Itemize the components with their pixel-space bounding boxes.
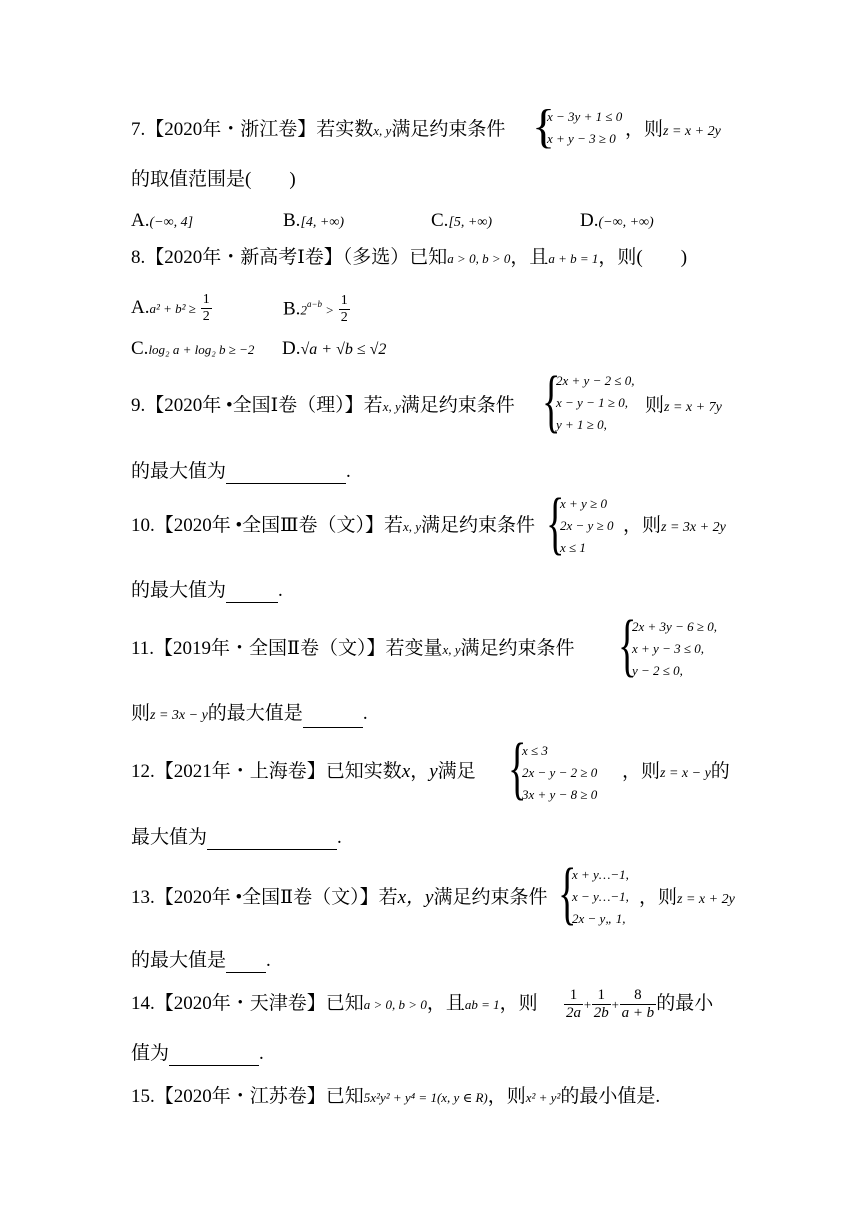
constraint-2: x + y − 3 ≤ 0, [632, 641, 704, 656]
constraint-2: x − y − 1 ≥ 0, [556, 395, 628, 410]
question-text: 满足 [437, 761, 476, 782]
question-note: （多选） [342, 247, 410, 268]
constraint-3: 3x + y − 8 ≥ 0 [522, 787, 598, 802]
option-a: (−∞, 4] [149, 215, 194, 230]
objective-function: x² + y² [525, 1090, 561, 1105]
q15-line1 [131, 1085, 660, 1110]
fraction-2 [592, 987, 611, 1022]
objective-function: z = x + 2y [677, 892, 735, 907]
period: . [266, 950, 271, 971]
option-d: (−∞, +∞) [598, 215, 654, 230]
question-source: 【2020年 •全国Ⅲ卷（文）】 [154, 515, 384, 536]
question-source: 【2020年・江苏卷】 [154, 1086, 326, 1107]
constraint-1: x − 3y + 1 ≤ 0 [547, 109, 623, 124]
denominator: 2 [202, 309, 210, 324]
option-a: a² + b² ≥ [149, 300, 196, 316]
question-text: 若 [363, 395, 383, 416]
question-text: 已知实数 [325, 761, 402, 782]
question-number: 11. [131, 638, 155, 659]
question-text: 若实数 [316, 119, 374, 140]
constraint-2: 2x − y ≥ 0 [560, 518, 614, 533]
q13-line2 [131, 949, 271, 973]
question-number: 10. [131, 515, 155, 536]
math-vars: x, y [382, 399, 401, 414]
question-text: 若变量 [385, 638, 443, 659]
question-text: 的 [710, 761, 730, 782]
math-vars: x, y [373, 123, 392, 138]
separator: ， [410, 761, 430, 782]
q7-constraints [547, 106, 622, 150]
question-text: 则 [131, 703, 151, 724]
question-text: 已知 [325, 1086, 364, 1107]
q10-constraints [560, 493, 613, 559]
question-text: 满足约束条件 [433, 887, 548, 908]
objective-function: z = 3x − y [150, 708, 208, 723]
question-text: ，则 [487, 1086, 526, 1107]
constraint-3: y − 2 ≤ 0, [632, 663, 683, 678]
option-label: D. [282, 338, 301, 359]
option-label: B. [283, 210, 301, 231]
question-text: ，则( ) [598, 247, 688, 268]
question-text: ，则 [499, 993, 538, 1014]
q12-line1b [622, 760, 730, 786]
constraint-1: x + y…−1, [572, 867, 629, 882]
q12-brace: { [508, 730, 527, 807]
denominator: a + b [621, 1005, 655, 1022]
question-text: 若 [383, 515, 403, 536]
question-text: ，则 [622, 761, 661, 782]
q13-constraints [572, 864, 629, 930]
q10-line1 [131, 514, 535, 539]
option-label: C. [131, 338, 149, 359]
option-c: log₂ a + log₂ b ≥ −2 [148, 342, 255, 357]
q14-line1 [131, 992, 538, 1017]
numerator: 8 [634, 987, 642, 1004]
q13-brace: { [558, 855, 577, 932]
q13-line1 [131, 886, 547, 910]
question-source: 【2020年・天津卷】 [154, 993, 326, 1014]
q7-option-c [431, 209, 492, 235]
question-text: ，则 [623, 515, 662, 536]
question-text: 满足约束条件 [460, 638, 575, 659]
option-label: B. [283, 298, 301, 320]
q9-line1 [131, 394, 515, 419]
question-text: 的最大值为 [131, 461, 227, 482]
math-cond: a > 0, b > 0 [363, 997, 427, 1012]
option-c: [5, +∞) [448, 215, 492, 230]
option-d: √a + √b ≤ √2 [300, 341, 387, 358]
answer-blank[interactable] [226, 463, 346, 484]
q12-constraints [522, 740, 597, 806]
answer-blank[interactable] [169, 1045, 259, 1066]
denominator: 2b [593, 1005, 609, 1022]
question-text: 满足约束条件 [421, 515, 536, 536]
question-number: 8. [131, 247, 146, 268]
plus-sign: + [610, 997, 620, 1012]
q11-line2 [131, 702, 368, 728]
constraint-1: x ≤ 3 [522, 743, 548, 758]
question-text: 的最大值为 [131, 580, 227, 601]
q8-line1 [131, 246, 687, 271]
question-text: 的最小值是. [560, 1086, 661, 1107]
question-number: 13. [131, 887, 155, 908]
question-text: ，则 [639, 887, 678, 908]
answer-blank[interactable] [226, 952, 266, 973]
math-cond: a > 0, b > 0 [447, 251, 511, 266]
question-text: 最大值为 [131, 827, 208, 848]
question-text: 已知 [409, 247, 448, 268]
q9-constraints [556, 370, 634, 436]
objective-function: z = 3x + 2y [661, 520, 726, 535]
fraction-1 [564, 987, 583, 1022]
q10-line1b [623, 514, 726, 540]
period: . [362, 703, 368, 724]
q10-brace: { [546, 485, 565, 562]
objective-function: z = x + 7y [664, 400, 722, 415]
q9-line2 [131, 460, 351, 484]
period: . [278, 580, 283, 601]
q12-line1 [131, 760, 476, 784]
question-source: 【2021年・上海卷】 [154, 761, 326, 782]
question-text: 的最大值是 [207, 703, 303, 724]
q10-line2 [131, 579, 283, 603]
numerator: 1 [340, 293, 348, 309]
option-label: A. [131, 296, 150, 318]
question-number: 15. [131, 1086, 155, 1107]
option-label: D. [580, 210, 599, 231]
period: . [337, 827, 342, 848]
question-source: 【2020年・浙江卷】 [145, 119, 317, 140]
q9-brace: { [542, 363, 561, 440]
math-cond: a + b = 1 [548, 251, 599, 266]
question-text: 则 [645, 395, 665, 416]
question-number: 7. [131, 119, 146, 140]
question-source: 【2019年・全国Ⅱ卷（文）】 [154, 638, 386, 659]
question-text: 的最小 [656, 993, 714, 1014]
question-text: 已知 [325, 993, 364, 1014]
math-vars: x, y [442, 642, 461, 657]
option-b: 2 [300, 302, 307, 318]
constraint-2: x − y…−1, [572, 889, 629, 904]
q7-line1 [131, 118, 505, 143]
q11-constraints [632, 616, 717, 682]
exponent: a−b [306, 299, 323, 309]
denominator: 2 [340, 310, 348, 326]
numerator: 1 [597, 987, 606, 1004]
question-text: ，且 [426, 993, 465, 1014]
q7-brace: { [532, 100, 556, 153]
constraint-3: 2x − y„ 1, [572, 911, 626, 926]
question-text: 满足约束条件 [400, 395, 515, 416]
answer-blank[interactable] [207, 829, 337, 850]
question-source: 【2020年・新高考Ⅰ卷】 [145, 247, 343, 268]
q11-brace: { [618, 607, 637, 684]
math-vars: x, y [403, 519, 422, 534]
var-y: y [429, 761, 438, 782]
constraint-3: x ≤ 1 [560, 540, 586, 555]
plus-sign: + [583, 997, 592, 1012]
numerator: 1 [569, 987, 578, 1004]
equation: 5x²y² + y⁴ = 1(x, y ∈ R) [363, 1090, 488, 1105]
period: . [259, 1043, 264, 1064]
objective-function: z = x − y [660, 766, 711, 781]
math-vars: x，y [397, 887, 434, 908]
question-number: 14. [131, 993, 155, 1014]
q7-option-b [283, 209, 344, 235]
objective-function: z = x + 2y [663, 124, 721, 139]
fraction [339, 293, 350, 326]
q8-option-c [131, 337, 254, 362]
question-text: 满足约束条件 [391, 119, 506, 140]
question-source: 【2020年 •全国Ⅱ卷（文）】 [154, 887, 379, 908]
constraint-1: 2x + 3y − 6 ≥ 0, [632, 619, 717, 634]
question-text: ，则 [625, 119, 664, 140]
question-text: 的最大值是 [131, 950, 227, 971]
answer-blank[interactable] [303, 707, 363, 728]
constraint-2: 2x − y − 2 ≥ 0 [522, 765, 598, 780]
constraint-1: x + y ≥ 0 [560, 496, 607, 511]
q8-option-b [283, 292, 350, 326]
q7-options [131, 209, 193, 235]
q12-line2 [131, 826, 342, 850]
option-label: C. [431, 210, 449, 231]
q14-line2 [131, 1042, 264, 1066]
fraction [201, 292, 212, 325]
q9-line1b [645, 394, 722, 420]
question-text: 若 [378, 887, 398, 908]
q8-option-d [282, 337, 386, 362]
q8-option-a [131, 292, 212, 325]
q14-expression [564, 984, 713, 1025]
question-source: 【2020年 •全国Ⅰ卷（理）】 [145, 395, 364, 416]
question-number: 12. [131, 761, 155, 782]
option-b-rel: > [322, 302, 335, 318]
question-text: 值为 [131, 1043, 170, 1064]
q11-line1 [131, 637, 575, 662]
denominator: 2a [566, 1005, 581, 1022]
option-label: A. [131, 210, 150, 231]
constraint-3: y + 1 ≥ 0, [556, 417, 607, 432]
constraint-2: x + y − 3 ≥ 0 [547, 131, 616, 146]
period: . [346, 461, 351, 482]
constraint-1: 2x + y − 2 ≤ 0, [556, 373, 635, 388]
var-x: x [401, 761, 411, 782]
q7-line2: 的取值范围是( ) [131, 169, 296, 190]
math-cond: ab = 1 [464, 997, 500, 1012]
answer-blank[interactable] [226, 582, 278, 603]
question-number: 9. [131, 395, 146, 416]
fraction-3 [620, 987, 657, 1022]
question-text: ，且 [510, 247, 549, 268]
q7-line1b [625, 118, 721, 144]
numerator: 1 [202, 292, 210, 307]
q7-option-d [580, 209, 654, 235]
q13-line1b [639, 886, 735, 912]
option-b: [4, +∞) [300, 215, 344, 230]
